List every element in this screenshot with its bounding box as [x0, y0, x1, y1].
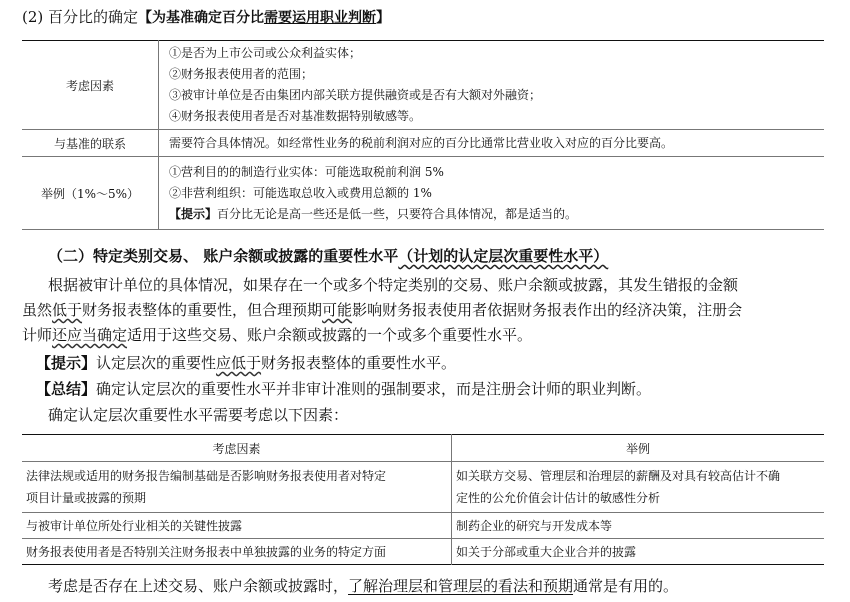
example-cell [452, 539, 825, 565]
text-run: 虽然 [22, 301, 53, 319]
footer-paragraph [48, 574, 678, 598]
cell-line: 法律法规或适用的财务报告编制基础是否影响财务报表使用者对特定 [26, 469, 387, 483]
row-key: 考虑因素 [22, 41, 159, 130]
factors-table [22, 434, 824, 565]
list-item: ④财务报表使用者是否对基准数据特别敏感等。 [169, 109, 422, 123]
cell-line: 制药企业的研究与开发成本等 [456, 518, 613, 533]
heading-prefix: (2) 百分比的确定 [22, 8, 139, 26]
row-key: 与基准的联系 [22, 130, 159, 157]
emphasis-text: 了解治理层和管理层的看法和预期 [348, 577, 574, 595]
summary-paragraph [36, 377, 651, 401]
table-row [22, 462, 824, 513]
section-heading-assertion-level [48, 245, 608, 267]
text-run: 适用于这些交易、账户余额或披露的一个或多个重要性水平。 [127, 326, 533, 344]
tip-label: 【提示】 [36, 354, 97, 372]
heading-paren: （计划的认定层次重要性水平） [398, 247, 609, 265]
text-run: 认定层次的重要性 [96, 354, 217, 372]
text-run: 影响财务报表使用者依据财务报表作出的经济决策，注册会 [352, 301, 743, 319]
heading-bracket-close: 】 [376, 10, 391, 26]
text-run: 财务报表整体的重要性，但合理预期 [82, 301, 323, 319]
factor-cell [22, 513, 452, 539]
paragraph-line [22, 323, 532, 347]
text-run: 考虑是否存在上述交易、账户余额或披露时， [48, 577, 349, 595]
list-item: ③被审计单位是否由集团内部关联方提供融资或是否有大额对外融资； [169, 88, 542, 102]
cell-line: 如关联方交易、管理层和治理层的薪酬及对具有较高估计不确 [456, 469, 781, 483]
factor-cell [22, 539, 452, 565]
cell-line: 与被审计单位所处行业相关的关键性披露 [26, 518, 243, 533]
table-row [22, 513, 824, 539]
text-run: 计师 [22, 326, 53, 344]
factor-cell [22, 462, 452, 513]
list-item: ①营利目的的制造行业实体：可能选取税前利润 5% [169, 164, 444, 179]
list-item: ①是否为上市公司或公众利益实体； [169, 46, 362, 60]
summary-label: 【总结】 [36, 380, 97, 398]
percentage-table [22, 40, 824, 230]
text-run: 财务报表整体的重要性水平。 [261, 354, 457, 372]
cell-line: 定性的公允价值会计估计的敏感性分析 [456, 491, 661, 505]
table-row [22, 130, 824, 157]
tip-line [169, 204, 824, 225]
list-item: ②非营利组织：可能选取总收入或费用总额的 1% [169, 185, 432, 200]
row-value [159, 157, 825, 230]
column-header-factor: 考虑因素 [22, 435, 452, 462]
tip-label: 【提示】 [169, 206, 218, 221]
emphasis-text: 还应当确定 [52, 326, 128, 344]
list-item: 需要符合具体情况。如经常性业务的税前利润对应的百分比通常比营业收入对应的百分比要高。 [169, 135, 674, 150]
heading-bracket-text-1: 为基准确定百分比 [152, 10, 265, 26]
cell-line: 项目计量或披露的预期 [26, 491, 147, 505]
row-key: 举例（1%～5%） [22, 157, 159, 230]
emphasis-text: 低于 [52, 301, 83, 319]
heading-bracket-open: 【 [138, 10, 153, 26]
emphasis-text: 可能 [322, 301, 353, 319]
heading-main: （二）特定类别交易、 账户余额或披露的重要性水平 [48, 247, 399, 265]
table-row [22, 157, 824, 230]
tip-text: 百分比无论是高一些还是低一些，只要符合具体情况，都是适当的。 [217, 206, 578, 221]
row-value [159, 41, 825, 130]
text-run: 通常是有用的。 [573, 577, 679, 595]
column-header-example: 举例 [452, 435, 825, 462]
tip-paragraph [36, 351, 456, 375]
cell-line: 财务报表使用者是否特别关注财务报表中单独披露的业务的特定方面 [26, 544, 387, 559]
paragraph-line: 根据被审计单位的具体情况，如果存在一个或多个特定类别的交易、账户余额或披露，其发生错报的金额 [48, 276, 739, 294]
list-item: ②财务报表使用者的范围； [169, 67, 314, 81]
table-row [22, 539, 824, 565]
example-cell [452, 462, 825, 513]
intro-paragraph: 确定认定层次重要性水平需要考虑以下因素： [48, 406, 349, 424]
example-cell [452, 513, 825, 539]
heading-bracket-text-2: 需要运用职业判断 [264, 10, 377, 26]
summary-text: 确定认定层次的重要性水平并非审计准则的强制要求，而是注册会计师的职业判断。 [96, 380, 652, 398]
table-row [22, 41, 824, 130]
cell-line: 如关于分部或重大企业合并的披露 [456, 544, 637, 559]
paragraph-line [22, 298, 742, 322]
section-heading-percentage [22, 6, 390, 29]
table-header-row [22, 435, 824, 462]
row-value [159, 130, 825, 157]
emphasis-text: 应低于 [216, 354, 262, 372]
